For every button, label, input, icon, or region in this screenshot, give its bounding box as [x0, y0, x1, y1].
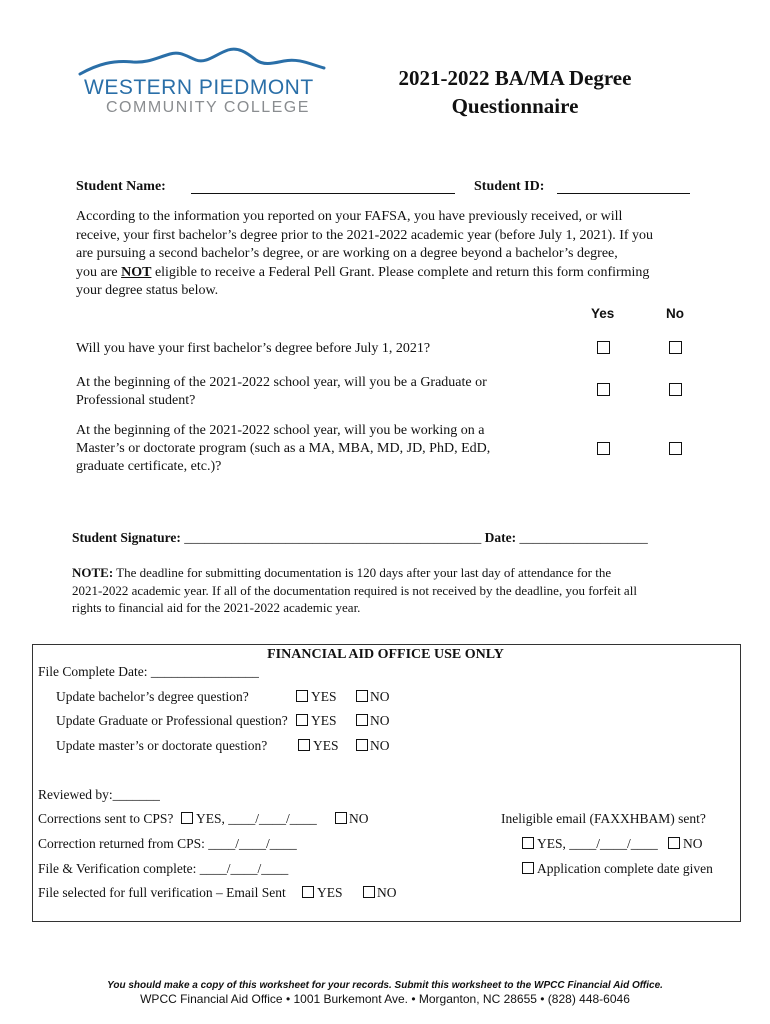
- file-complete-date: File Complete Date: ________________: [38, 664, 259, 679]
- yes-column-header: Yes: [591, 306, 615, 321]
- update-graduate-no-checkbox[interactable]: [356, 714, 368, 726]
- question-text: Professional student?: [76, 393, 196, 408]
- date-label: Date:: [484, 530, 517, 545]
- intro-line: your degree status below.: [76, 283, 219, 298]
- update-masters-no-label: NO: [370, 738, 390, 753]
- intro-line: [76, 264, 716, 283]
- corrections-yes-label: YES, ____/____/____: [196, 811, 317, 826]
- reviewed-by: Reviewed by:_______: [38, 787, 160, 802]
- question-2: [76, 374, 576, 410]
- question-3: [76, 422, 576, 476]
- student-name-label: Student Name:: [76, 179, 166, 194]
- footer-instruction: You should make a copy of this worksheet for your records. Submit this worksheet to the WPCC Financial Aid Office.: [107, 980, 663, 991]
- signature-field[interactable]: ____________________________________________: [184, 530, 482, 545]
- footer-address: WPCC Financial Aid Office • 1001 Burkemont Ave. • Morganton, NC 28655 • (828) 448-6046: [140, 992, 630, 1006]
- office-title: FINANCIAL AID OFFICE USE ONLY: [267, 647, 504, 662]
- mountain-logo-icon: [78, 44, 328, 78]
- app-complete-label: Application complete date given: [537, 861, 713, 876]
- question-text: Will you have your first bachelor’s degree before July 1, 2021?: [76, 341, 431, 356]
- update-bachelor-no-label: NO: [370, 689, 390, 704]
- college-logo: [78, 44, 328, 120]
- app-complete-checkbox[interactable]: [522, 862, 534, 874]
- selected-no-label: NO: [377, 885, 397, 900]
- update-graduate-yes-checkbox[interactable]: [296, 714, 308, 726]
- page-title: [360, 64, 670, 120]
- logo-text-western-piedmont: WESTERN PIEDMONT: [84, 76, 314, 99]
- student-id-field[interactable]: [557, 178, 690, 194]
- date-field[interactable]: ___________________: [519, 530, 648, 545]
- question-text: At the beginning of the 2021-2022 school year, will you be working on a: [76, 423, 485, 438]
- selected-yes-label: YES: [317, 885, 343, 900]
- financial-aid-office-box: [32, 644, 741, 922]
- question-text: At the beginning of the 2021-2022 school year, will you be a Graduate or: [76, 375, 487, 390]
- note-line: rights to financial aid for the 2021-2022 academic year.: [72, 600, 361, 615]
- question-text: Master’s or doctorate program (such as a MA, MBA, MD, JD, PhD, EdD,: [76, 441, 491, 456]
- update-graduate-label: Update Graduate or Professional question?: [56, 713, 288, 728]
- question-text: graduate certificate, etc.)?: [76, 459, 222, 474]
- question-1-no-checkbox[interactable]: [669, 341, 682, 354]
- signature-row: [72, 530, 648, 546]
- question-1: [76, 340, 576, 358]
- question-3-no-checkbox[interactable]: [669, 442, 682, 455]
- note-paragraph: [72, 564, 637, 617]
- email-yes-label: YES, ____/____/____: [537, 836, 658, 851]
- question-2-no-checkbox[interactable]: [669, 383, 682, 396]
- selected-no-checkbox[interactable]: [363, 886, 375, 898]
- note-line: 2021-2022 academic year. If all of the documentation required is not received by the deadline, you forfeit all: [72, 582, 637, 598]
- update-masters-label: Update master’s or doctorate question?: [56, 738, 268, 753]
- file-selected-label: File selected for full verification – Email Sent: [38, 885, 286, 900]
- intro-text: eligible to receive a Federal Pell Grant. Please complete and return this form confirming: [151, 264, 650, 280]
- corrections-yes-checkbox[interactable]: [181, 812, 193, 824]
- question-1-yes-checkbox[interactable]: [597, 341, 610, 354]
- email-yes-checkbox[interactable]: [522, 837, 534, 849]
- update-bachelor-yes-label: YES: [311, 689, 337, 704]
- intro-line: are pursuing a second bachelor’s degree, or are working on a degree beyond a bachelor’s degree,: [76, 246, 618, 261]
- note-line: [72, 564, 637, 582]
- email-no-checkbox[interactable]: [668, 837, 680, 849]
- note-text: The deadline for submitting documentation is 120 days after your last day of attendance for the: [113, 565, 612, 580]
- corrections-no-checkbox[interactable]: [335, 812, 347, 824]
- corrections-no-label: NO: [349, 811, 369, 826]
- question-3-yes-checkbox[interactable]: [597, 442, 610, 455]
- question-2-yes-checkbox[interactable]: [597, 383, 610, 396]
- intro-line: According to the information you reported on your FAFSA, you have previously received, or will: [76, 209, 623, 224]
- intro-line: receive, your first bachelor’s degree prior to the 2021-2022 academic year (before July 1, 2021). If you: [76, 227, 654, 243]
- correction-returned: Correction returned from CPS: ____/____/____: [38, 836, 297, 851]
- intro-paragraph: [76, 208, 716, 301]
- title-line-1: 2021-2022 BA/MA Degree: [398, 66, 632, 90]
- corrections-sent-label: Corrections sent to CPS?: [38, 811, 174, 826]
- update-bachelor-label: Update bachelor’s degree question?: [56, 689, 249, 704]
- intro-text: you are: [76, 264, 122, 280]
- no-column-header: No: [666, 306, 684, 321]
- update-graduate-yes-label: YES: [311, 713, 337, 728]
- student-name-field[interactable]: [191, 178, 455, 194]
- note-label: NOTE:: [72, 565, 114, 580]
- update-graduate-no-label: NO: [370, 713, 390, 728]
- update-masters-yes-checkbox[interactable]: [298, 739, 310, 751]
- ineligible-email-label: Ineligible email (FAXXHBAM) sent?: [501, 811, 706, 826]
- email-no-label: NO: [683, 836, 703, 851]
- update-bachelor-yes-checkbox[interactable]: [296, 690, 308, 702]
- update-masters-yes-label: YES: [313, 738, 339, 753]
- student-id-label: Student ID:: [474, 179, 545, 194]
- update-masters-no-checkbox[interactable]: [356, 739, 368, 751]
- signature-label: Student Signature:: [72, 530, 181, 545]
- not-emphasis: NOT: [121, 264, 152, 280]
- update-bachelor-no-checkbox[interactable]: [356, 690, 368, 702]
- logo-text-community-college: COMMUNITY COLLEGE: [106, 99, 310, 116]
- selected-yes-checkbox[interactable]: [302, 886, 314, 898]
- title-line-2: Questionnaire: [451, 94, 579, 118]
- file-verification-complete: File & Verification complete: ____/____/____: [38, 861, 289, 876]
